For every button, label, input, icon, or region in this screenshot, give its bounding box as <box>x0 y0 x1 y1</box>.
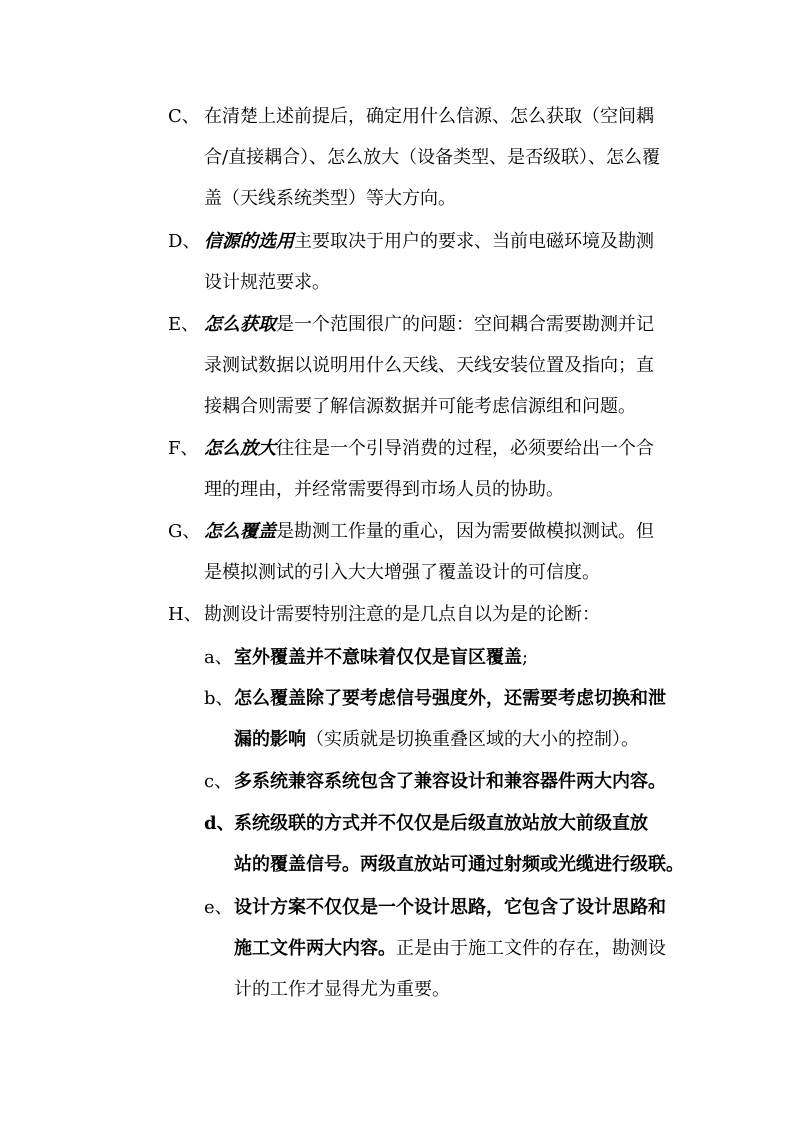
subitem-c-bold: 多系统兼容系统包含了兼容设计和兼容器件两大内容。 <box>234 771 666 792</box>
subitem-d-line-1 <box>204 815 648 833</box>
subitem-d-bold-1: 系统级联的方式并不仅仅是后级直放站放大前级直放 <box>234 813 648 834</box>
subitem-b-bold-2: 漏的影响 <box>234 729 306 750</box>
subitem-e-line-2 <box>234 940 666 958</box>
item-c-text-3: 盖（天线系统类型）等大方向。 <box>204 188 456 209</box>
item-f-marker: F、 <box>168 438 199 459</box>
item-g-line-2 <box>204 564 600 582</box>
subitem-a-marker: a、 <box>204 647 233 668</box>
item-f-line-1 <box>168 440 654 458</box>
subitem-e-plain-2: 正是由于施工文件的存在，勘测设 <box>396 938 666 959</box>
item-g-text-1: 是勘测工作量的重心，因为需要做模拟测试。但 <box>276 521 654 542</box>
item-g-marker: G、 <box>168 521 201 542</box>
item-g-emphasis: 怎么覆盖 <box>204 521 276 542</box>
subitem-a-plain: ; <box>522 647 529 668</box>
item-f-emphasis: 怎么放大 <box>204 438 276 459</box>
item-e-line-2 <box>204 357 654 375</box>
subitem-c-marker: c、 <box>204 771 233 792</box>
item-c-marker: C、 <box>168 106 200 127</box>
item-f-text-2: 理的理由，并经常需要得到市场人员的协助。 <box>204 479 564 500</box>
subitem-e-marker: e、 <box>204 897 233 918</box>
item-f-text-1: 往往是一个引导消费的过程，必须要给出一个合 <box>276 438 654 459</box>
subitem-d-marker: d、 <box>204 813 235 834</box>
subitem-e-plain-3: 计的工作才显得尤为重要。 <box>234 979 450 1000</box>
item-d-marker: D、 <box>168 231 201 252</box>
item-d-line-1 <box>168 233 654 251</box>
item-h-text-1: 勘测设计需要特别注意的是几点自以为是的论断： <box>204 604 600 625</box>
subitem-e-bold-2: 施工文件两大内容。 <box>234 938 396 959</box>
item-d-emphasis: 信源的选用 <box>204 231 294 252</box>
item-c-line-2 <box>204 149 660 167</box>
item-d-text-2: 设计规范要求。 <box>204 272 330 293</box>
item-c-text-2: 合/直接耦合）、怎么放大（设备类型、是否级联）、怎么覆 <box>204 147 661 168</box>
item-d-line-2 <box>204 274 330 292</box>
subitem-a-line-1 <box>204 649 528 667</box>
item-e-line-3 <box>204 398 636 416</box>
item-f-line-2 <box>204 481 564 499</box>
subitem-b-plain-2: （实质就是切换重叠区域的大小的控制）。 <box>306 729 639 750</box>
subitem-b-line-1 <box>204 690 666 708</box>
subitem-e-line-1 <box>204 899 666 917</box>
item-e-line-1 <box>168 316 654 334</box>
subitem-e-line-3 <box>234 981 450 999</box>
subitem-b-marker: b、 <box>204 688 234 709</box>
item-c-text-1: 在清楚上述前提后，确定用什么信源、怎么获取（空间耦 <box>204 106 654 127</box>
item-h-line-1 <box>168 606 600 624</box>
subitem-a-bold: 室外覆盖并不意味着仅仅是盲区覆盖 <box>234 647 522 668</box>
item-g-line-1 <box>168 523 654 541</box>
item-h-marker: H、 <box>168 604 202 625</box>
item-e-text-3: 接耦合则需要了解信源数据并可能考虑信源组和问题。 <box>204 396 636 417</box>
subitem-b-bold-1: 怎么覆盖除了要考虑信号强度外，还需要考虑切换和泄 <box>234 688 666 709</box>
item-e-emphasis: 怎么获取 <box>204 314 276 335</box>
item-e-text-2: 录测试数据以说明用什么天线、天线安装位置及指向；直 <box>204 355 654 376</box>
subitem-b-line-2 <box>234 731 639 749</box>
subitem-e-bold-1: 设计方案不仅仅是一个设计思路，它包含了设计思路和 <box>234 897 666 918</box>
item-e-marker: E、 <box>168 314 200 335</box>
item-c-line-1 <box>168 108 654 126</box>
item-e-text-1: 是一个范围很广的问题：空间耦合需要勘测并记 <box>276 314 654 335</box>
item-d-text-1: 主要取决于用户的要求、当前电磁环境及勘测 <box>294 231 654 252</box>
subitem-d-bold-2: 站的覆盖信号。两级直放站可通过射频或光缆进行级联。 <box>234 854 684 875</box>
subitem-c-line-1 <box>204 773 666 791</box>
subitem-d-line-2 <box>234 856 684 874</box>
item-c-line-3 <box>204 190 456 208</box>
item-g-text-2: 是模拟测试的引入大大增强了覆盖设计的可信度。 <box>204 562 600 583</box>
